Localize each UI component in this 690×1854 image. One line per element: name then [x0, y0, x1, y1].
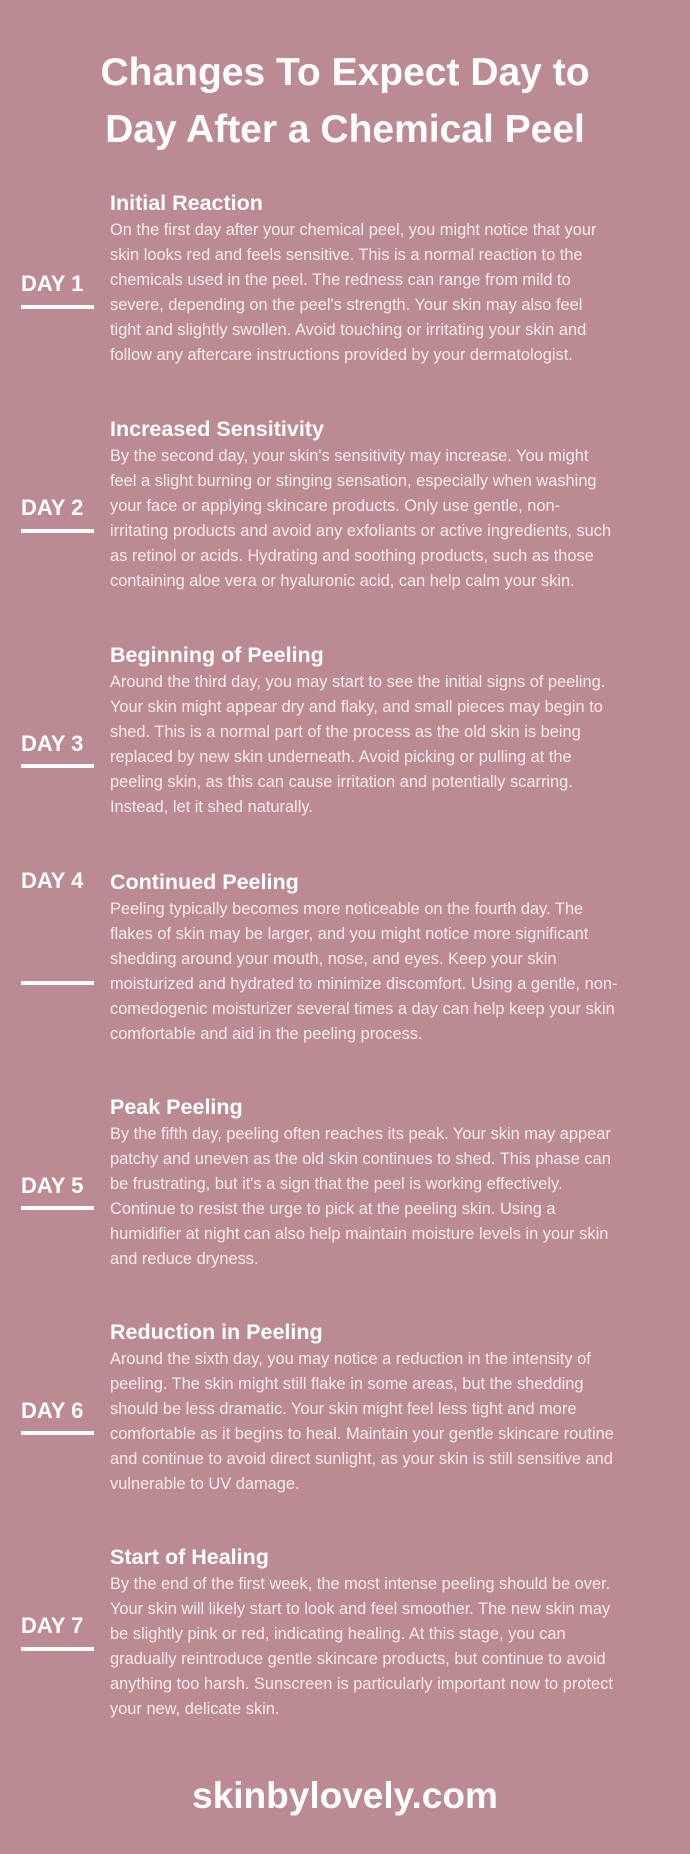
body-line: anything too harsh. Sunscreen is particularly important now to protect — [110, 1675, 613, 1693]
body-line: peeling. The skin might still flake in some areas, but the shedding — [110, 1375, 584, 1393]
body-line: comfortable as it begins to heal. Maintain your gentle skincare routine — [110, 1425, 614, 1443]
section-heading: Increased Sensitivity — [110, 417, 324, 441]
body-line: be slightly pink or red, indicating healing. At this stage, you can — [110, 1625, 566, 1643]
day-underline-divider — [21, 1431, 94, 1435]
day-label: DAY 4 — [21, 868, 84, 893]
body-line: peeling skin, as this can cause irritation and potentially scarring. — [110, 773, 573, 791]
body-line: tight and slightly swollen. Avoid touching or irritating your skin and — [110, 321, 587, 339]
section-body — [110, 1122, 680, 1272]
day-underline-divider — [21, 764, 94, 768]
body-line: replaced by new skin underneath. Avoid picking or pulling at the — [110, 748, 572, 766]
day-section-3 — [0, 641, 690, 851]
day-marker — [21, 189, 95, 399]
body-line: Around the sixth day, you may notice a reduction in the intensity of — [110, 1350, 591, 1368]
body-line: humidifier at night can also help maintain moisture levels in your skin — [110, 1225, 609, 1243]
day-section-1 — [0, 189, 690, 399]
day-marker — [21, 1543, 95, 1753]
section-body — [110, 1572, 680, 1722]
body-line: Your skin will likely start to look and feel smoother. The new skin may — [110, 1600, 611, 1618]
day-marker — [21, 1318, 95, 1528]
body-line: Instead, let it shed naturally. — [110, 798, 313, 816]
day-label: DAY 3 — [21, 731, 84, 756]
footer-website: skinbylovely.com — [192, 1775, 498, 1816]
title-line-1: Changes To Expect Day to — [100, 51, 590, 94]
body-line: Continue to resist the urge to pick at the peeling skin. Using a — [110, 1200, 556, 1218]
body-line: By the end of the first week, the most intense peeling should be over. — [110, 1575, 611, 1593]
body-line: On the first day after your chemical peel, you might notice that your — [110, 221, 597, 239]
page-title — [0, 44, 690, 158]
day-underline-divider — [21, 1647, 94, 1651]
day-section-7 — [0, 1543, 690, 1753]
day-marker — [21, 641, 95, 851]
body-line: By the fifth day, peeling often reaches its peak. Your skin may appear — [110, 1125, 611, 1143]
section-heading: Peak Peeling — [110, 1095, 243, 1119]
day-section-6 — [0, 1318, 690, 1528]
section-body — [110, 444, 680, 594]
section-heading: Reduction in Peeling — [110, 1320, 323, 1344]
day-label: DAY 7 — [21, 1613, 84, 1638]
day-section-4 — [0, 868, 690, 1078]
day-label: DAY 5 — [21, 1173, 84, 1198]
body-line: flakes of skin may be larger, and you might notice more significant — [110, 925, 589, 943]
body-line: Your skin might appear dry and flaky, and small pieces may begin to — [110, 698, 603, 716]
body-line: vulnerable to UV damage. — [110, 1475, 300, 1493]
section-heading: Continued Peeling — [110, 870, 299, 894]
day-content — [110, 1543, 680, 1722]
body-line: gradually reintroduce gentle skincare products, but continue to avoid — [110, 1650, 606, 1668]
day-content — [110, 1318, 680, 1497]
day-content — [110, 641, 680, 820]
body-line: Around the third day, you may start to see the initial signs of peeling. — [110, 673, 606, 691]
day-marker — [21, 868, 95, 1078]
section-heading: Beginning of Peeling — [110, 643, 324, 667]
body-line: shed. This is a normal part of the process as the old skin is being — [110, 723, 581, 741]
day-content — [110, 868, 680, 1047]
body-line: By the second day, your skin's sensitivity may increase. You might — [110, 447, 589, 465]
body-line: moisturized and hydrated to minimize discomfort. Using a gentle, non- — [110, 975, 618, 993]
body-line: should be less dramatic. Your skin might feel less tight and more — [110, 1400, 577, 1418]
day-underline-divider — [21, 1206, 94, 1210]
day-section-5 — [0, 1093, 690, 1303]
day-label: DAY 1 — [21, 271, 84, 296]
day-label: DAY 6 — [21, 1398, 84, 1423]
body-line: irritating products and avoid any exfoliants or active ingredients, such — [110, 522, 612, 540]
day-marker — [21, 415, 95, 625]
day-content — [110, 1093, 680, 1272]
body-line: comedogenic moisturizer several times a day can help keep your skin — [110, 1000, 615, 1018]
body-line: be frustrating, but it's a sign that the peel is working effectively. — [110, 1175, 563, 1193]
section-body — [110, 1347, 680, 1497]
title-line-2: Day After a Chemical Peel — [105, 108, 585, 151]
body-line: shedding around your mouth, nose, and eyes. Keep your skin — [110, 950, 557, 968]
day-underline-divider — [21, 981, 94, 985]
day-marker — [21, 1093, 95, 1303]
body-line: follow any aftercare instructions provided by your dermatologist. — [110, 346, 573, 364]
day-underline-divider — [21, 529, 94, 533]
day-underline-divider — [21, 305, 94, 309]
body-line: comfortable and aid in the peeling process. — [110, 1025, 423, 1043]
section-body — [110, 670, 680, 820]
body-line: containing aloe vera or hyaluronic acid, can help calm your skin. — [110, 572, 575, 590]
day-content — [110, 415, 680, 594]
body-line: patchy and uneven as the old skin continues to shed. This phase can — [110, 1150, 611, 1168]
day-section-2 — [0, 415, 690, 625]
section-body — [110, 218, 680, 368]
body-line: severe, depending on the peel's strength. Your skin may also feel — [110, 296, 583, 314]
body-line: feel a slight burning or stinging sensation, especially when washing — [110, 472, 597, 490]
section-body — [110, 897, 680, 1047]
body-line: chemicals used in the peel. The redness can range from mild to — [110, 271, 571, 289]
day-label: DAY 2 — [21, 495, 84, 520]
body-line: your new, delicate skin. — [110, 1700, 280, 1718]
body-line: Peeling typically becomes more noticeable on the fourth day. The — [110, 900, 584, 918]
body-line: skin looks red and feels sensitive. This is a normal reaction to the — [110, 246, 583, 264]
body-line: and continue to avoid direct sunlight, as your skin is still sensitive and — [110, 1450, 613, 1468]
section-heading: Start of Healing — [110, 1545, 269, 1569]
section-heading: Initial Reaction — [110, 191, 263, 215]
body-line: your face or applying skincare products. Only use gentle, non- — [110, 497, 561, 515]
body-line: as retinol or acids. Hydrating and soothing products, such as those — [110, 547, 594, 565]
day-content — [110, 189, 680, 368]
body-line: and reduce dryness. — [110, 1250, 259, 1268]
